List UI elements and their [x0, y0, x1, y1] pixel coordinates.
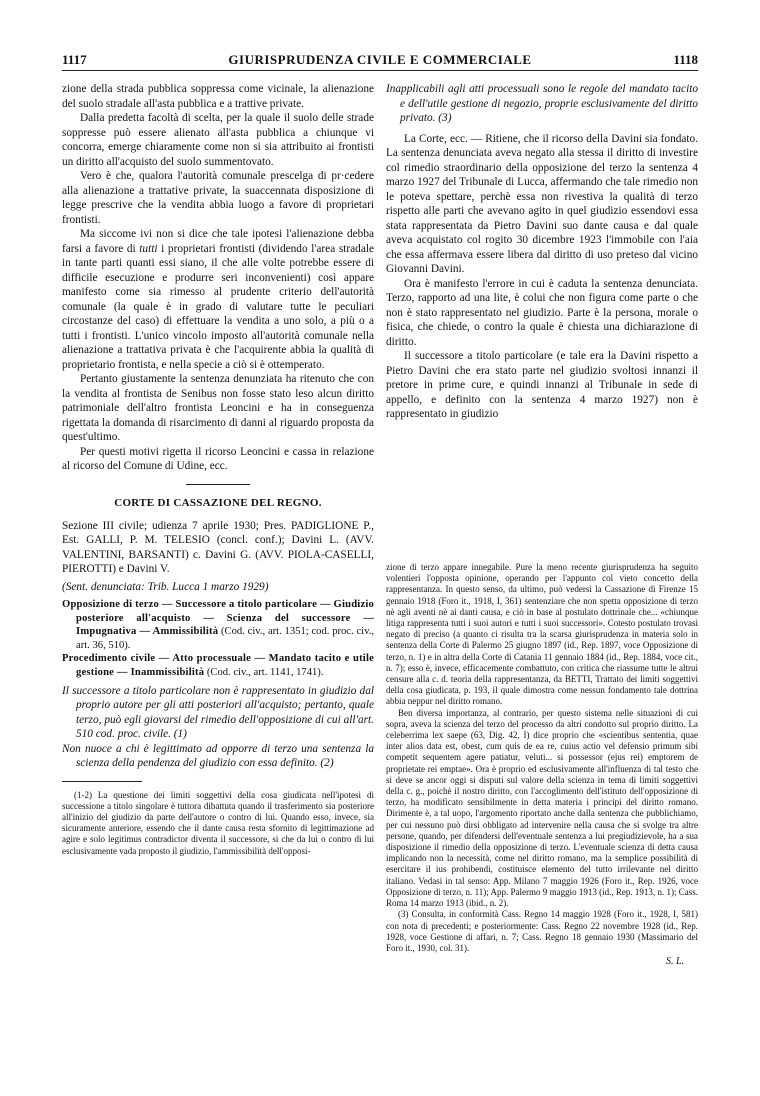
headnote-keywords: Opposizione di terzo — Successore a titolo particolare — Giudizio posteriore all'acquisto — Scienza del successore — Impugnativa — Ammissibilità [62, 599, 374, 638]
court-heading: CORTE DI CASSAZIONE DEL REGNO. [114, 496, 322, 509]
right-column [386, 82, 698, 968]
headnote-keywords: Procedimento civile — Atto processuale — Mandato tacito e utile gestione — Inammissibilità [62, 653, 374, 678]
signature: S. L. [665, 956, 684, 968]
running-title: GIURISPRUDENZA CIVILE E COMMERCIALE [228, 52, 532, 67]
headnote-reference: (Cod. civ., art. 1351; cod. proc. civ., art. 36, 510). [76, 626, 374, 651]
text-span: Ma siccome ivi non si dice che tale ipotesi l'alienazione debba farsi a favore di [62, 228, 374, 255]
holding-1: Il successore a titolo particolare non è rappresentato in giudizio dal proprio autore per gli atti posteriori all'acquisto; pertanto, quale terzo, può egli giovarsi del rimedio dell'opposizione di cui all'art. 510 cod. proc. civile. (1) [62, 684, 374, 741]
page-header [0, 0, 760, 70]
paragraph: Pertanto giustamente la sentenza denunziata ha ritenuto che con la vendita al frontista de Senibus non fosse stato leso alcun diritto patrimoniale dell'altro frontista Leoncini e ha in conseguenza rigettata la domanda di risarcimento di danni al riguardo proposta da quest'ultimo. [62, 373, 374, 443]
right-column-notes [386, 562, 698, 967]
page-number-left: 1117 [62, 52, 87, 67]
headnote-2 [62, 652, 374, 679]
paragraph: Dalla predetta facoltà di scelta, per la quale il suolo delle strade soppresse può essere alienato all'asta pubblica a chiunque vi concorra, emerge chiaramente come non si sia attribuito ai frontisti un diritto all'acquisto del suolo summentovato. [62, 112, 374, 168]
holding-2: Non nuoce a chi è legittimato ad opporre di terzo una sentenza la scienza della pendenza del giudizio con essa definito. (2) [62, 742, 374, 770]
note-paragraph: Ben diversa importanza, al contrario, per questo sistema nelle situazioni di cui sopra, aveva la scienza del terzo del processo da altri condotto sul proprio diritto. La celeberrima lex saepe (63, Dig. 42, I) dice proprio che «scientibus sententia, quae inter alios data est, obest, cum quis de ea re, cuius actio vel defensio primum sibi competit sequentem agere patiatur, veluti... si possessor (ejus rei) emptorem de proprietate rei emptae». Ora è proprio ed esclusivamente all'influenza di tal testo che si deve se ancor oggi si disputi sul valore della scienza in tema di limiti soggettivi della c. g., poichè il nostro diritto, con l'accoglimento dell'istituto dell'opposizione di terzo, ha modificato sensibilmente in detta materia i principi del diritto romano. Dirimente è, a tal uopo, l'argomento riportato anche dalla sentenza che pubblichiamo, per cui nessuno può dirsi obbligato ad intervenire nella causa che si svolge tra altre persone, quando, per difendersi dell'eventuale sentenza a lui pregiudizievole, ha a sua disposizione il rimedio della opposizione di terzo. L'eventuale scienza di detta causa implicando non la necessità, come nel diritto romano, ma la semplice possibilità di esercitare il ius prohibendi, costituisce elemento del tutto irrilevante nel diritto italiano. Vedasi in tal senso: App. Milano 7 maggio 1926 (Foro it., Rep. 1926, voce Opposizione di terzo, n. 11); App. Palermo 9 maggio 1913 (id., Rep. 1913, n. 1); Cass. Roma 14 marzo 1913 (ibid., n. 2). [386, 707, 698, 909]
appealed-sentence: (Sent. denunciata: Trib. Lucca 1 marzo 1929) [62, 580, 269, 593]
footnote-3: (3) Consulta, in conformità Cass. Regno 14 maggio 1928 (Foro it., 1928, I, 581) con nota di precedenti; e posteriormente: Cass. Regno 22 novembre 1928 (id., Rep. 1928, voce Gestione di affari, n. 7; Cass. Regno 18 gennaio 1930 (Massimario del Foro it., 1930, col. 31). [386, 909, 698, 953]
right-column-body [386, 82, 698, 454]
left-column [62, 82, 374, 857]
text-span: i proprietari frontisti (dividendo l'area stradale in tante parti quanti essi siano, il che alle volte potrebbe essere di difficile esecuzione e produrre seri inconvenienti) così appare manifesto come sia rimesso al prudente criterio dell'autorità comunale (la quale è in grado di valutare tutte le peculiari circostanze del caso) di effettuare la vendita a uno solo, a più o a tutti i frontisti. L'unico vincolo imposto all'autorità comunale nella alienazione a trattativa privata è che l'acquirente abbia la qualità di proprietario frontista, e nella specie a ciò si è ottemperato. [62, 242, 374, 371]
note-continuation: zione di terzo appare innegabile. Pure la meno recente giurisprudenza ha seguito volentieri l'opposta opinione, operando per l'appunto col vieto concetto della rappresentanza. In questo senso, da ultimo, può vedersi la Cassazione di Firenze 15 gennaio 1918 (Foro it., 1918, I, 361) sentenziare che non spetta opposizione di terzo nè agli aventi nè ai danti causa, e ciò in base al postulato dottrinale che... «chiunque litiga rappresenta tutti i suoi autori e tutti i suoi successori». Cotesto postulato trovasi negato di preciso (a quanto ci risulta tra la scarsa giurisprudenza in materia solo in sentenza della Corte di Palermo 25 giugno 1897 (id., Rep. 1897, voce Opposizione di terzo, n. 1) e in altra della Corte di Catania 11 gennaio 1884 (id., Rep. 1884, voce cit., n. 7); esso è, invece, efficacemente combattuto, con critica che riassume tutte le altrui censure alla c. d. teoria della rappresentanza, da BETTI, Trattato dei limiti soggettivi della cosa giudicata, p. 193, il quale dimostra come nessun fondamento tale dottrina abbia neppur nel diritto romano. [386, 562, 698, 707]
paragraph: Ora è manifesto l'errore in cui è caduta la sentenza denunciata. Terzo, rapporto ad una lite, è colui che non figura come parte o che non è stato rappresentato nel giudizio. Parte è la persona, morale o fisica, che chiede, o contro la quale è chiesta una dichiarazione di diritto. [386, 277, 698, 348]
footnote-separator [62, 781, 142, 782]
paragraph [62, 227, 374, 372]
paragraph: Vero è che, qualora l'autorità comunale prescelga di pr·cedere alla alienazione a trattative private, la suaccennata disposizione di legge prescrive che la vendita abbia luogo a favore di proprietari frontisti. [62, 170, 374, 226]
session-info: Sezione III civile; udienza 7 aprile 1930; Pres. PADIGLIONE P., Est. GALLI, P. M. TELESIO (concl. conf.); Davini L. (AVV. VALENTINI, BARSANTI) c. Davini G. (AVV. PIOLA-CASELLI, PIEROTTI) e Davini V. [62, 519, 374, 575]
holding-3: Inapplicabili agli atti processuali sono le regole del mandato tacito e dell'utile gestione di negozio, proprie esclusivamente del diritto privato. (3) [386, 83, 698, 124]
page-number-right: 1118 [673, 52, 698, 67]
paragraph: Il successore a titolo particolare (e tale era la Davini rispetto a Pietro Davini che era stato parte nel giudizio svoltosi innanzi il pretore in prime cure, e quindi innanzi al Tribunale in sede di appello, e definito con la sentenza 4 marzo 1927) non è rappresentato in giudizio [386, 350, 698, 420]
italic-span: tutti [139, 242, 158, 255]
paragraph: zione della strada pubblica soppressa come vicinale, la alienazione del suolo stradale all'asta pubblica e a trattive private. [62, 83, 374, 110]
header-rule [62, 70, 698, 71]
section-separator [186, 484, 250, 485]
footnote-1-2: (1-2) La questione dei limiti soggettivi della cosa giudicata nell'ipotesi di successione a titolo singolare è tuttora dibattuta quando il trasferimento sia posteriore all'inizio del giudizio da parte dell'autore o contro di lui. Quando esso, invece, sia sicuramente anteriore, essendo che il dante causa resta sfornito di legittimazione ad agire e solo legitimus contradictor diventa il successore, si che da lui o contro di lui esclusivamente vada proposto il giudizio, l'ammissibilità dell'opposi- [62, 789, 374, 856]
paragraph: Per questi motivi rigetta il ricorso Leoncini e cassa in relazione al ricorso del Comune di Udine, ecc. [62, 445, 374, 472]
headnote-reference: (Cod. civ., art. 1141, 1741). [204, 666, 324, 678]
headnote-1 [62, 598, 374, 652]
paragraph: La Corte, ecc. — Ritiene, che il ricorso della Davini sia fondato. La sentenza denunciata aveva negato alla stessa il diritto di investire col rimedio straordinario della opposizione del terzo la sentenza 4 marzo 1927 del Tribunale di Lucca, affermando che tale rimedio non le poteva spettare, perchè essa non rivestiva la qualità di terzo rispetto alle parti che avevano agito in quel giudizio essendovi essa stata rappresentata da Pietro Davini suo dante causa e dal quale aveva acquistato col rogito 30 dicembre 1923 l'immobile con l'aia che essa affermava essere libera dal diritto di uso preteso dal vicino Giovanni Davini. [386, 132, 698, 275]
